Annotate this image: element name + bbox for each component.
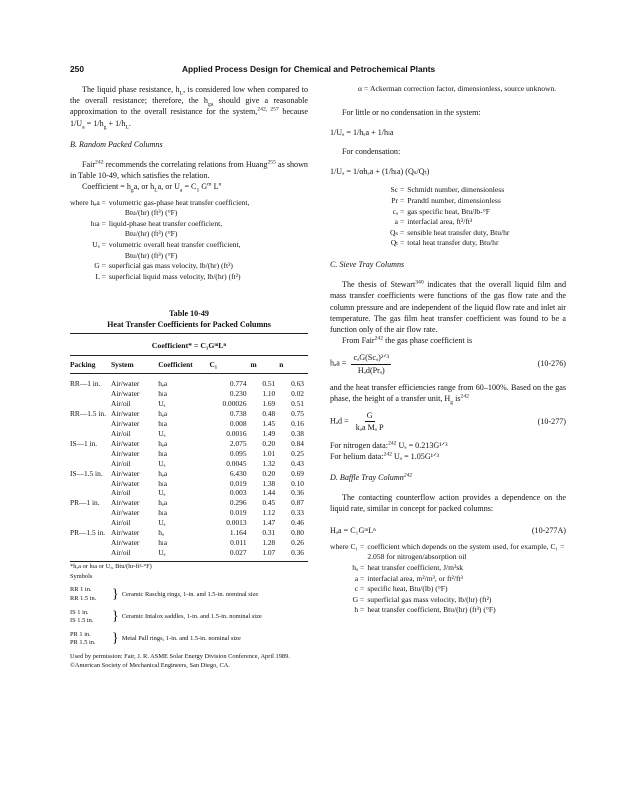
definition-term: G = <box>94 261 106 271</box>
table-cell: hₐa <box>158 379 168 389</box>
table-cell: 0.69 <box>291 468 304 478</box>
table-cell <box>70 548 111 558</box>
table-row <box>70 538 308 548</box>
definition-term: a = <box>354 573 365 583</box>
symbol-description: Ceramic Raschig rings, 1-in. and 1.5-in. nominal size <box>121 590 259 598</box>
column-header: C₁ <box>210 355 251 374</box>
table-cell: IS—1 in. <box>70 438 98 448</box>
left-column <box>70 84 308 670</box>
table-title: Heat Transfer Coefficients for Packed Columns <box>107 320 271 330</box>
table-row <box>70 419 308 429</box>
nitrogen-data: For nitrogen data:$^{242}$ Uₐ = 0.213G¹ᐟ³ <box>330 439 448 450</box>
table-cell: 0.48 <box>262 409 276 419</box>
table-cell: Uₐ <box>158 429 166 439</box>
table-cell: Air/oil <box>111 547 131 557</box>
symbol-group <box>70 609 308 626</box>
table-cell: Uₐ <box>158 399 166 409</box>
definition-text: volumetric overall heat transfer coefficient, <box>108 240 241 249</box>
table-cell: hₐa <box>158 438 168 448</box>
definition-text: coefficient which depends on the system used, for example, C₁ = 2.058 for nitrogen/absorption oil <box>367 541 565 562</box>
table-cell <box>70 389 111 399</box>
definition-text: Prandtl number, dimensionless <box>407 196 501 205</box>
definition-term: cₐ = <box>392 206 405 216</box>
definition-term: Qₜ = <box>390 238 405 248</box>
definition-term: where C₁ = <box>330 541 365 551</box>
table-cell: 1.01 <box>262 448 276 458</box>
table-cell: 0.51 <box>262 379 276 389</box>
table-cell: Air/oil <box>111 488 131 498</box>
table-cell: hₐa <box>158 498 168 508</box>
stewart-paragraph: The thesis of Stewart$^{340}$ indicates that the overall liquid film and mass transfer coefficients were functions of the gas flow rate and the column pressure and are independent of the liquid flow rate and inlet air temperature. The gas film heat transfer coefficient was found to be a function only of the air flow rate. <box>330 279 566 334</box>
intro-paragraph: The liquid phase resistance, $h_L$, is considered low when compared to the overall resistance; therefore, the $h_{ga}$ should give a reasonable approximation to the overall resistance for the system,$^{242, 257}$ because $1/U_a = 1/h_g + 1/h_L$. <box>70 85 309 131</box>
definition-term: hₗa = <box>90 218 106 228</box>
definition-units: Btu/(hr) (ft³) (°F) <box>124 250 178 260</box>
definition-text: sensible heat transfer duty, Btu/hr <box>407 227 510 237</box>
table-row <box>70 498 308 508</box>
definition-units: Btu/(hr) (ft³) (°F) <box>124 229 178 239</box>
symbol-code: PR 1.5 in. <box>70 639 96 647</box>
table-cell: Air/water <box>111 389 140 399</box>
table-cell: 0.20 <box>262 438 276 448</box>
table-cell: 1.28 <box>262 537 276 547</box>
definition-term: Qₛ = <box>390 227 405 237</box>
table-cell: 1.69 <box>262 399 276 409</box>
efficiency-paragraph: and the heat transfer efficiencies range from 60–100%. Based on the gas phase, the height of a transfer unit, $H_g$ $is^{242}$ <box>330 382 566 406</box>
table-row <box>70 409 308 419</box>
table-cell: Air/water <box>111 468 140 478</box>
table-cell: hₗa <box>158 389 167 399</box>
column-header: Packing <box>70 355 111 374</box>
table-cell: hₗa <box>158 508 167 518</box>
table-cell: Air/water <box>111 419 140 429</box>
table-cell: 1.32 <box>262 458 276 468</box>
baffle-definitions <box>330 542 566 616</box>
table-cell: Uₐ <box>158 458 166 468</box>
symbol-code: IS 1 in. <box>70 608 89 616</box>
table-cell: 0.31 <box>262 528 276 538</box>
table-cell: 1.07 <box>262 547 276 557</box>
definition-text: heat transfer coefficient, Btu/(hr) (ft³) (°F) <box>367 605 496 615</box>
table-cell: 0.45 <box>262 498 276 508</box>
equation-10-277a: Hₐa = C₁GᵐLⁿ (10-277A) <box>330 525 566 535</box>
definition-text: liquid-phase heat transfer coefficient, <box>108 218 223 228</box>
table-cell: Air/oil <box>111 458 131 468</box>
definition-text: total heat transfer duty, Btu/hr <box>407 238 499 248</box>
definition-term: a = <box>394 217 405 227</box>
table-cell: 0.008 <box>229 419 247 429</box>
table-cell: 0.019 <box>229 508 247 518</box>
symbol-code: IS 1.5 in. <box>70 617 94 625</box>
fair-paragraph: Fair$^{242}$ recommends the correlating relations from Huang$^{255}$ as shown in Table 10-49, which satisfies the relation. <box>70 159 308 181</box>
table-cell: 0.80 <box>291 528 304 538</box>
definition-term: G = <box>352 594 365 604</box>
table-cell: Uₐ <box>158 488 166 498</box>
table-cell <box>70 459 111 469</box>
table-cell <box>70 479 111 489</box>
table-cell: 0.63 <box>291 379 304 389</box>
table-top-rule <box>70 333 308 334</box>
table-cell <box>70 419 111 429</box>
table-cell: Air/water <box>111 537 140 547</box>
right-column <box>330 84 566 616</box>
table-cell: Air/water <box>111 498 140 508</box>
table-row <box>70 508 308 518</box>
column-header: System <box>111 355 158 374</box>
book-title: Applied Process Design for Chemical and Petrochemical Plants <box>182 64 436 74</box>
table-cell: 0.0013 <box>226 518 247 528</box>
brace: } <box>112 631 119 647</box>
table-cell <box>70 429 111 439</box>
table-caption: Coefficient* = C₁GᵐLⁿ <box>151 341 227 351</box>
table-cell: hₗa <box>158 419 167 429</box>
table-row <box>70 459 308 469</box>
table-cell <box>70 399 111 409</box>
column-header: n <box>279 355 308 374</box>
equation-10-276: hₐa = $\frac{\text{cₐG(Scₐ)²ᐟ³}}{\text{Hₐd(Prₐ)}}$ (10-276) <box>330 353 566 375</box>
condensation-text: For condensation: <box>342 147 401 156</box>
table-cell: hₗa <box>158 448 167 458</box>
table-cell: 1.44 <box>262 488 276 498</box>
heat-transfer-table <box>70 355 308 558</box>
table-cell: 0.46 <box>291 518 304 528</box>
table-row <box>70 518 308 528</box>
table-cell: 0.10 <box>291 478 304 488</box>
table-cell: 1.47 <box>262 518 276 528</box>
table-cell: Air/water <box>111 379 140 389</box>
definition-term: c = <box>354 584 365 594</box>
table-cell: IS—1.5 in. <box>70 468 103 478</box>
definition-text: interfacial area, ft²/ft³ <box>407 217 473 227</box>
table-cell: 0.25 <box>291 448 304 458</box>
table-cell: Air/water <box>111 448 140 458</box>
table-cell: Air/water <box>111 409 140 419</box>
table-cell: 1.12 <box>262 508 276 518</box>
table-row <box>70 469 308 479</box>
definition-text: interfacial area, m²/m³, or ft²/ft³ <box>367 573 463 583</box>
baffle-paragraph: The contacting counterflow action provides a dependence on the liquid rate, similar in concept for packed columns: <box>330 493 566 514</box>
table-cell: hₐa <box>158 468 168 478</box>
table-row <box>70 449 308 459</box>
symbol-description: Metal Pall rings, 1-in. and 1.5-in. nominal size <box>121 635 241 643</box>
table-cell: 1.164 <box>229 528 247 538</box>
definition-term: Sc = <box>390 185 405 195</box>
table-cell: 0.75 <box>291 409 304 419</box>
coefficient-equation: Coefficient = $h_ga$, or $h_La$, or $U_a = C_1$ $G^m$ $L^n$ <box>82 181 222 195</box>
table-cell: Air/water <box>111 438 140 448</box>
section-d-heading: D. Baffle Tray Column$^{242}$ <box>330 472 413 483</box>
definition-text: Schmidt number, dimensionless <box>407 185 505 195</box>
table-cell <box>70 449 111 459</box>
right-definitions <box>330 185 566 249</box>
little-condensation-text: For little or no condensation in the system: <box>342 107 481 117</box>
alpha-definition: α = Ackerman correction factor, dimensionless, source unknown. <box>358 84 557 93</box>
table-row <box>70 374 308 389</box>
table-cell: 0.02 <box>291 389 304 399</box>
equation-number: (10-277) <box>537 417 566 427</box>
definition-term: where hₐa = <box>70 197 106 207</box>
column-header: m <box>251 355 280 374</box>
definition-term: Pr = <box>391 196 405 205</box>
table-cell: 0.019 <box>229 478 247 488</box>
table-row <box>70 548 308 558</box>
table-cell: 0.095 <box>229 448 247 458</box>
table-header-row <box>70 355 308 374</box>
table-cell: 6.430 <box>229 468 247 478</box>
definition-text: superficial gas mass velocity, lb/(hr) (ft²) <box>108 261 233 271</box>
table-cell: 0.20 <box>262 468 276 478</box>
equation-number: (10-276) <box>537 359 566 369</box>
symbol-code: RR 1 in. <box>70 586 92 594</box>
equation-number: (10-277A) <box>531 525 566 535</box>
table-cell: RR—1.5 in. <box>70 409 106 419</box>
helium-data: For helium data:$^{242}$ Uₐ = 1.05G¹ᐟ³ <box>330 451 439 461</box>
table-number: Table 10-49 <box>169 309 209 319</box>
table-cell: 0.36 <box>291 488 304 498</box>
table-cell: 0.43 <box>291 458 304 468</box>
symbol-code: PR 1 in. <box>70 630 91 638</box>
table-cell: 2.075 <box>229 438 247 448</box>
table-cell: Air/water <box>111 508 140 518</box>
left-definitions <box>70 198 308 283</box>
definition-units: Btu/(hr) (ft³) (°F) <box>124 208 178 218</box>
permission-credit: Used by permission: Fair, J. R. ASME Solar Energy Division Conference, April 1989. ©American Society of Mechanical Engineers, San Diego, CA. <box>70 652 290 669</box>
symbol-group <box>70 586 308 603</box>
condensation-equation: 1/Uₐ = 1/αhₐa + (1/hₗa) (Qₛ/Qₜ) <box>330 167 430 177</box>
symbol-code: RR 1.5 in. <box>70 594 97 602</box>
table-cell: 1.10 <box>262 389 276 399</box>
symbol-description: Ceramic Intalox saddles, 1-in. and 1.5-in. nominal size <box>121 612 262 620</box>
definition-text: superficial gas mass velocity, lb/(hr) (ft²) <box>367 594 492 604</box>
table-row <box>70 429 308 439</box>
section-b-heading: B. Random Packed Columns <box>70 139 163 149</box>
table-cell: 0.296 <box>229 498 247 508</box>
table-cell <box>70 518 111 528</box>
definition-term: h = <box>354 605 365 615</box>
table-cell: 0.33 <box>291 508 304 518</box>
table-cell: 0.003 <box>229 488 247 498</box>
table-cell: 0.011 <box>230 537 247 547</box>
table-row <box>70 399 308 409</box>
table-cell: 0.027 <box>229 547 247 557</box>
table-cell: Uₐ <box>158 547 166 557</box>
definition-text: specific heat, Btu/(lb) (°F) <box>367 584 448 594</box>
table-cell: RR—1 in. <box>70 379 101 389</box>
brace: } <box>112 609 119 625</box>
table-cell: 0.738 <box>229 409 247 419</box>
table-cell: Air/oil <box>111 429 131 439</box>
table-cell: Air/water <box>111 478 140 488</box>
table-row <box>70 439 308 449</box>
table-cell: 0.774 <box>229 379 247 389</box>
table-row <box>70 479 308 489</box>
symbol-group <box>70 631 308 648</box>
table-cell: hₐ <box>158 528 164 538</box>
table-cell: hₗa <box>158 478 167 488</box>
table-cell: 0.84 <box>291 438 304 448</box>
table-cell: PR—1.5 in. <box>70 528 106 538</box>
table-cell: hₗa <box>158 537 167 547</box>
table-cell: 0.230 <box>229 389 247 399</box>
table-row <box>70 488 308 498</box>
from-fair-text: From Fair$^{242}$ the gas phase coefficient is <box>342 335 473 346</box>
table-cell: 1.38 <box>262 478 276 488</box>
page-number: 250 <box>70 64 84 74</box>
table-cell: Uₐ <box>158 518 166 528</box>
symbols-label: Symbols <box>70 572 93 580</box>
table-cell: hₐa <box>158 409 168 419</box>
table-cell: 0.00026 <box>222 399 247 409</box>
definition-text: superficial liquid mass velocity, lb/(hr) (ft²) <box>108 271 241 281</box>
table-row <box>70 389 308 399</box>
table-cell: Air/oil <box>111 399 131 409</box>
definition-term: L = <box>95 271 106 281</box>
table-cell: 0.51 <box>291 399 304 409</box>
no-condensation-equation: 1/Uₐ = 1/hₐa + 1/hₗa <box>330 127 394 137</box>
table-cell: 0.36 <box>291 547 304 557</box>
table-cell: 0.0016 <box>226 429 247 439</box>
symbol-groups <box>70 586 308 648</box>
brace: } <box>112 586 119 602</box>
table-cell <box>70 488 111 498</box>
definition-term: hₐ = <box>352 563 365 573</box>
table-cell: 1.49 <box>262 429 276 439</box>
table-cell: Air/water <box>111 528 140 538</box>
table-cell: 1.45 <box>262 419 276 429</box>
definition-text: volumetric gas-phase heat transfer coefficient, <box>108 197 250 207</box>
table-cell <box>70 538 111 548</box>
table-cell: Air/oil <box>111 518 131 528</box>
section-c-heading: C. Sieve Tray Columns <box>330 259 405 269</box>
column-header: Coefficient <box>158 355 209 374</box>
definition-text: heat transfer coefficient, J/m³sk <box>367 563 464 573</box>
equation-10-277: Hₐd = $\frac{G}{\text{kₐa Mₐ P}}$ (10-277) <box>330 411 566 433</box>
table-cell: 0.0045 <box>226 458 247 468</box>
table-cell: 0.16 <box>291 419 304 429</box>
table-row <box>70 528 308 538</box>
table-cell: PR—1 in. <box>70 498 100 508</box>
definition-term: Uₐ = <box>92 240 106 249</box>
definition-text: gas specific heat, Btu/lb-°F <box>407 206 490 216</box>
table-cell <box>70 508 111 518</box>
table-cell: 0.87 <box>291 498 304 508</box>
table-cell: 0.26 <box>291 537 304 547</box>
table-cell: 0.38 <box>291 429 304 439</box>
table-footnote: *hₐa or hₗa or Uₐ, Btu/(hr-ft³-°F) <box>70 562 152 570</box>
